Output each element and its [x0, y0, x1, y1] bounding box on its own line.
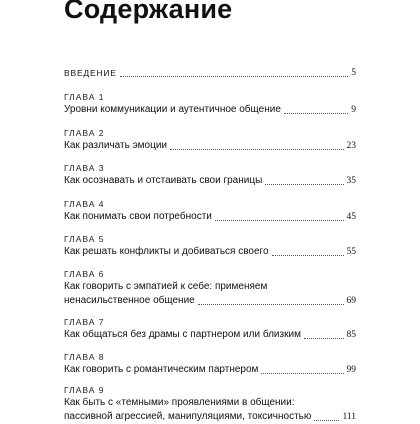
toc-line [64, 139, 356, 153]
toc-page-number: 9 [351, 105, 356, 115]
dotted-leader [170, 149, 343, 150]
toc-entry-chapter-2[interactable] [64, 127, 356, 153]
chapter-label: ГЛАВА 3 [64, 163, 105, 173]
chapter-label: ГЛАВА 6 [64, 269, 105, 279]
toc-entry-title-line-1: Как быть с «темными» проявлениями в общении: [64, 397, 295, 408]
toc-entry-title: Уровни коммуникации и аутентичное общение [64, 104, 281, 115]
dotted-leader [120, 76, 348, 77]
toc-entry-introduction[interactable] [64, 66, 356, 80]
toc-entry-title-line-1: Как говорить с эмпатией к себе: применяем [64, 281, 268, 292]
toc-entry-title: Как общаться без драмы с партнером или близким [64, 329, 301, 340]
toc-entry-chapter-9[interactable] [64, 384, 356, 424]
toc-entry-chapter-7[interactable] [64, 316, 356, 342]
dotted-leader [304, 338, 344, 339]
toc-page-number: 5 [351, 68, 356, 78]
dotted-leader [265, 184, 343, 185]
toc-page-number: 69 [346, 296, 356, 306]
chapter-label: ГЛАВА 4 [64, 199, 105, 209]
toc-entry-chapter-1[interactable] [64, 91, 356, 117]
chapter-label: ГЛАВА 8 [64, 352, 105, 362]
toc-page-number: 45 [346, 212, 356, 222]
toc-page-number: 55 [346, 247, 356, 257]
toc-line [64, 363, 356, 377]
toc-line [64, 210, 356, 224]
chapter-label: ГЛАВА 1 [64, 92, 105, 102]
chapter-label: ГЛАВА 2 [64, 128, 105, 138]
chapter-label: ГЛАВА 9 [64, 385, 105, 395]
toc-page-number: 35 [346, 176, 356, 186]
dotted-leader [272, 255, 344, 256]
toc-entry-title: Как различать эмоции [64, 140, 168, 151]
page-title: Содержание [64, 0, 233, 24]
dotted-leader [261, 373, 343, 374]
toc-entry-title: ВВЕДЕНИЕ [64, 68, 117, 78]
toc-entry-chapter-8[interactable] [64, 351, 356, 377]
toc-line [64, 328, 356, 342]
toc-line [64, 294, 356, 308]
toc-entry-chapter-6[interactable] [64, 268, 356, 308]
dotted-leader [284, 113, 348, 114]
toc-line [64, 174, 356, 188]
toc-page-number: 111 [342, 412, 356, 422]
toc-entry-title-line-2: ненасильственное общение [64, 295, 195, 306]
toc-entry-title: Как понимать свои потребности [64, 211, 212, 222]
toc-page-number: 85 [346, 330, 356, 340]
chapter-label: ГЛАВА 7 [64, 317, 105, 327]
dotted-leader [215, 220, 344, 221]
toc-line [64, 245, 356, 259]
toc-line [64, 103, 356, 117]
toc-entry-title: Как решать конфликты и добиваться своего [64, 246, 269, 257]
toc-page-number: 99 [346, 365, 356, 375]
toc-entry-chapter-3[interactable] [64, 162, 356, 188]
toc-entry-title: Как говорить с романтическим партнером [64, 364, 259, 375]
toc-line [64, 66, 356, 80]
toc-entry-title: Как осознавать и отстаивать свои границы [64, 175, 263, 186]
toc-entry-chapter-4[interactable] [64, 198, 356, 224]
toc-entry-title-line-2: пассивной агрессией, манипуляциями, токсичностью [64, 411, 312, 422]
dotted-leader [314, 420, 339, 421]
toc-entry-chapter-5[interactable] [64, 233, 356, 259]
chapter-label: ГЛАВА 5 [64, 234, 105, 244]
toc-page-number: 23 [346, 141, 356, 151]
toc-line [64, 410, 356, 424]
dotted-leader [198, 304, 344, 305]
